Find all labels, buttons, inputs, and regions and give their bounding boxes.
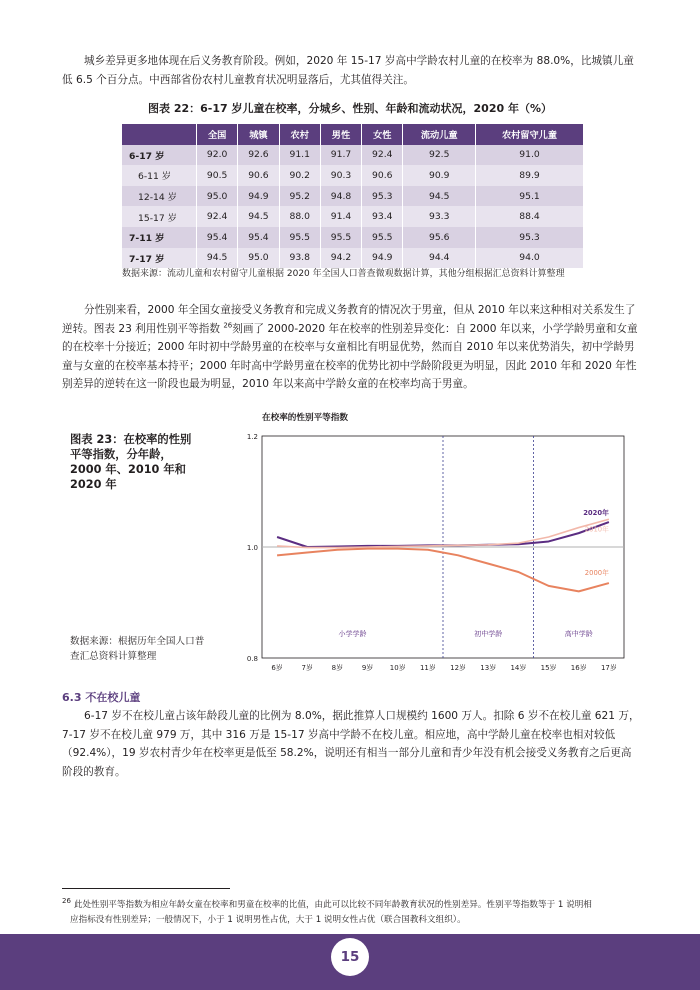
x-tick-label: 14岁 xyxy=(510,664,527,672)
table-cell: 95.6 xyxy=(403,227,476,248)
table-cell: 91.0 xyxy=(476,145,584,166)
table-cell: 90.3 xyxy=(320,165,361,186)
series-label-1: 2010年 xyxy=(584,525,609,534)
chart-title: 在校率的性别平等指数 xyxy=(262,413,348,423)
y-tick-label: 1.0 xyxy=(246,544,258,552)
table-caption: 图表 22：6-17 岁儿童在校率，分城乡、性别、年龄和流动状况，2020 年（%） xyxy=(148,102,552,115)
table-cell: 94.8 xyxy=(320,186,361,207)
gender-parity-chart xyxy=(232,408,628,676)
table-cell: 88.4 xyxy=(476,206,584,227)
table-col-header: 农村 xyxy=(279,124,320,145)
footnote-text1: 此处性别平等指数为相应年龄女童在校率和男童在校率的比值，由此可以比较不同年龄教育状况的性别差异。性别平等指数等于 1 说明相 xyxy=(73,900,592,910)
table-row-label: 7-11 岁 xyxy=(122,227,197,248)
x-tick-label: 17岁 xyxy=(600,664,617,672)
x-tick-label: 12岁 xyxy=(450,664,467,672)
table-cell: 92.4 xyxy=(197,206,238,227)
table-cell: 90.9 xyxy=(403,165,476,186)
table-cell: 95.5 xyxy=(279,227,320,248)
table-cell: 93.3 xyxy=(403,206,476,227)
section-title: 6.3 不在校儿童 xyxy=(62,691,141,704)
table-header-row xyxy=(122,124,584,145)
gender-paragraph xyxy=(62,301,642,394)
table-cell: 92.6 xyxy=(238,145,279,166)
y-tick-label: 0.8 xyxy=(246,655,258,663)
stage-label: 小学学龄 xyxy=(338,630,367,638)
table-cell: 95.3 xyxy=(476,227,584,248)
table-cell: 92.5 xyxy=(403,145,476,166)
table-cell: 95.5 xyxy=(362,227,403,248)
series-label-0: 2020年 xyxy=(583,509,609,518)
table-cell: 95.4 xyxy=(238,227,279,248)
table-cell: 95.1 xyxy=(476,186,584,207)
table-cell: 95.2 xyxy=(279,186,320,207)
x-tick-label: 16岁 xyxy=(570,664,587,672)
table-cell: 94.5 xyxy=(238,206,279,227)
intro-paragraph: 城乡差异更多地体现在后义务教育阶段。例如，2020 年 15-17 岁高中学龄农村儿童的在校率为 88.0%，比城镇儿童低 6.5 个百分点。中西部省份农村儿童教育状况明显落后，尤其值得关注。 xyxy=(62,55,634,86)
x-tick-label: 8岁 xyxy=(331,664,344,672)
table-row xyxy=(122,186,584,207)
table-row xyxy=(122,206,584,227)
table-cell: 90.2 xyxy=(279,165,320,186)
gender-paragraph-part2: 刻画了 2000-2020 年在校率的性别差异变化：自 2000 年以来，小学学龄男童和女童的在校率十分接近；2000 年时初中学龄男童的在校率与女童相比有明显优势，然而自 2010 年以来优势消失，初中学龄男童与女童的在校率基本持平；2000 年时高中学龄男童在校率的优势比初中学龄阶段更为明显，因此 2010 年和 2020 年性别差异的逆转在这一阶段也最为明显，2010 年以来高中学龄女童的在校率均高于男童。 xyxy=(62,322,638,390)
x-tick-label: 15岁 xyxy=(540,664,557,672)
series-label-2: 2000年 xyxy=(584,569,609,578)
footnote-divider xyxy=(62,888,230,889)
table-cell: 95.0 xyxy=(197,186,238,207)
table-cell: 92.0 xyxy=(197,145,238,166)
table-cell: 89.9 xyxy=(476,165,584,186)
table-col-header: 女性 xyxy=(362,124,403,145)
table-cell: 94.4 xyxy=(403,248,476,269)
table-cell: 94.9 xyxy=(238,186,279,207)
figure-caption: 图表 23：在校率的性别平等指数，分年龄，2000 年、2010 年和 2020 年 xyxy=(70,433,192,491)
table-row-label: 15-17 岁 xyxy=(122,206,197,227)
page-number: 15 xyxy=(331,938,369,976)
table-cell: 94.0 xyxy=(476,248,584,269)
table-col-header: 流动儿童 xyxy=(403,124,476,145)
x-tick-label: 9岁 xyxy=(361,664,374,672)
table-col-header: 全国 xyxy=(197,124,238,145)
table-row xyxy=(122,145,584,166)
table-cell: 91.7 xyxy=(320,145,361,166)
table-cell: 94.2 xyxy=(320,248,361,269)
footnote-ref[interactable]: 26 xyxy=(223,320,233,329)
out-of-school-paragraph: 6-17 岁不在校儿童占该年龄段儿童的比例为 8.0%，据此推算人口规模约 1600 万人。扣除 6 岁不在校儿童 621 万，7-17 岁不在校儿童 979 万，其中 316 万是 15-17 岁高中学龄不在校儿童。相应地，高中学龄儿童在校率也相对较低（92.4%），19 岁农村青少年在校率更是低至 58.2%，说明还有相当一部分儿童和青少年没有机会接受义务教育之后更高阶段的教育。 xyxy=(62,710,640,778)
table-cell: 93.8 xyxy=(279,248,320,269)
table-cell: 95.3 xyxy=(362,186,403,207)
table-cell: 88.0 xyxy=(279,206,320,227)
x-tick-label: 11岁 xyxy=(419,664,436,672)
table-row xyxy=(122,227,584,248)
table-col-header: 男性 xyxy=(320,124,361,145)
footnote-line2: 应指标没有性别差异；一般情况下，小于 1 说明男性占优，大于 1 说明女性占优（联合国教科文组织）。 xyxy=(70,915,466,925)
figure-source: 数据来源：根据历年全国人口普查汇总资料计算整理 xyxy=(70,636,205,662)
table-corner-cell xyxy=(122,124,197,145)
stage-label: 高中学龄 xyxy=(564,630,593,638)
gender-paragraph-part1: 分性别来看，2000 年全国女童接受义务教育和完成义务教育的情况次于男童，但从 2010 年以来这种相对关系发生了逆转。图表 23 利用性别平等指数 xyxy=(62,304,636,335)
table-row-label: 12-14 岁 xyxy=(122,186,197,207)
table-row xyxy=(122,165,584,186)
table-cell: 95.4 xyxy=(197,227,238,248)
table-col-header: 城镇 xyxy=(238,124,279,145)
footnote-number: 26 xyxy=(62,897,71,906)
table-col-header: 农村留守儿童 xyxy=(476,124,584,145)
x-tick-label: 7岁 xyxy=(301,664,313,672)
footnote-line1 xyxy=(62,898,642,913)
table-cell: 95.0 xyxy=(238,248,279,269)
enrollment-table xyxy=(122,124,584,268)
table-cell: 90.5 xyxy=(197,165,238,186)
table-cell: 91.1 xyxy=(279,145,320,166)
x-tick-label: 13岁 xyxy=(480,664,497,672)
table-cell: 94.9 xyxy=(362,248,403,269)
table-cell: 92.4 xyxy=(362,145,403,166)
table-cell: 90.6 xyxy=(238,165,279,186)
y-tick-label: 1.2 xyxy=(246,433,258,441)
table-row-label: 7-17 岁 xyxy=(122,248,197,269)
x-tick-label: 10岁 xyxy=(389,664,406,672)
table-row-label: 6-11 岁 xyxy=(122,165,197,186)
table-source: 数据来源：流动儿童和农村留守儿童根据 2020 年全国人口普查微观数据计算，其他分组根据汇总资料计算整理 xyxy=(122,269,565,279)
table-cell: 94.5 xyxy=(197,248,238,269)
table-cell: 94.5 xyxy=(403,186,476,207)
table-cell: 93.4 xyxy=(362,206,403,227)
stage-label: 初中学龄 xyxy=(474,630,503,638)
table-cell: 91.4 xyxy=(320,206,361,227)
x-tick-label: 6岁 xyxy=(271,664,283,672)
table-row-label: 6-17 岁 xyxy=(122,145,197,166)
footnote xyxy=(62,898,642,928)
table-cell: 95.5 xyxy=(320,227,361,248)
table-cell: 90.6 xyxy=(362,165,403,186)
